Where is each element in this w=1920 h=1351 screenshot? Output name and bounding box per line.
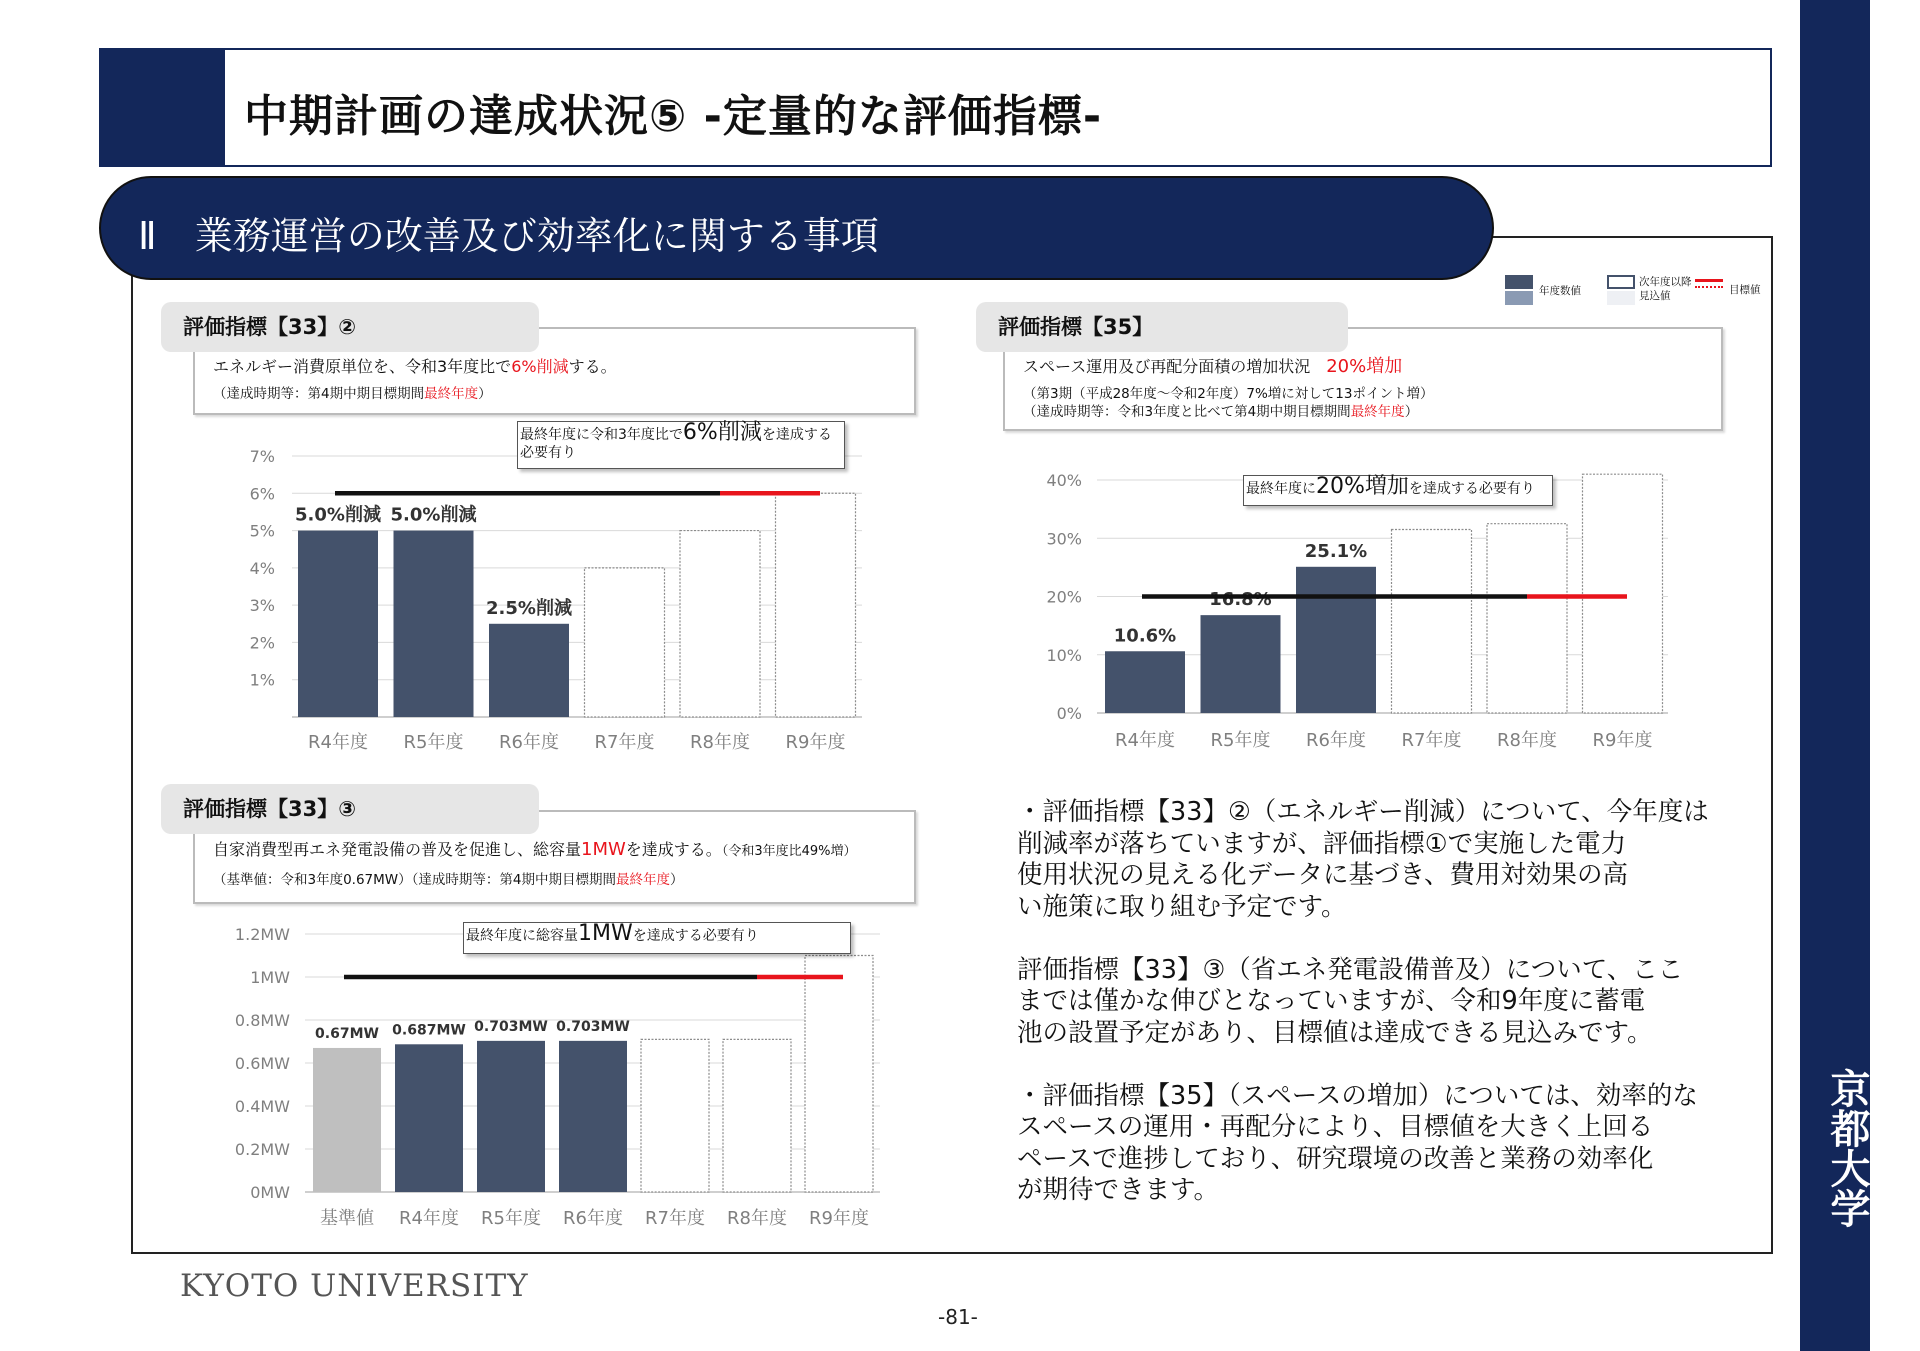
y-tick-label: 0.4MW	[234, 1097, 290, 1116]
side-logo: 京都大学	[1824, 1068, 1871, 1228]
callout-emphasis: 6%削減	[682, 420, 762, 445]
tab-indicator-33-3: 評価指標【33】③	[161, 784, 539, 834]
y-tick-label: 4%	[249, 558, 275, 578]
bar-R6年度	[1296, 567, 1376, 713]
page-number: -81-	[938, 1305, 978, 1329]
y-tick-label: 40%	[1046, 471, 1082, 490]
bar-R8年度	[1487, 524, 1567, 713]
bar-R7年度	[585, 568, 665, 717]
x-tick-label: R4年度	[399, 1208, 459, 1229]
bar-R9年度	[1583, 474, 1663, 713]
desc-text: 自家消費型再エネ発電設備の普及を促進し、総容量	[213, 840, 582, 859]
callout-emphasis: 1MW	[578, 921, 633, 946]
data-label: 16.8%	[1209, 589, 1272, 611]
desc-text: （令和3年度比49%増）	[721, 844, 857, 859]
y-tick-label: 7%	[249, 447, 275, 466]
callout-33-2	[517, 421, 845, 469]
desc-highlight: 最終年度	[1350, 404, 1405, 420]
y-tick-label: 0.8MW	[234, 1011, 290, 1030]
bar-R8年度	[680, 531, 760, 717]
callout-text: を達成する必要有り	[632, 928, 759, 944]
bar-R4年度	[1105, 651, 1185, 713]
desc-text: ）	[1404, 404, 1419, 420]
x-tick-label: R6年度	[499, 732, 559, 753]
y-tick-label: 1.2MW	[234, 925, 290, 944]
bar-R5年度	[1201, 615, 1281, 713]
commentary-text: ・評価指標【33】②（エネルギー削減）について、今年度は 削減率が落ちていますが、評価指標①で実施した電力 使用状況の見える化データに基づき、費用対効果の高 い施策に取り組む予定です。 評価指標【33】③（省エネ発電設備普及）について、ここ までは僅かな伸びとなっていますが、令和9年度に蓄電 池の設置予定があり、目標値は達成できる見込みです。 ・評価指標【35】（スペースの増加）については、効率的な スペースの運用・再配分により、目標値を大きく上回る ペースで進捗しており、研究環境の改善と業務の効率化 が期待できます。	[1017, 797, 1709, 1205]
bar-R5年度	[477, 1041, 545, 1192]
x-tick-label: R9年度	[809, 1208, 869, 1229]
y-tick-label: 3%	[249, 596, 275, 616]
callout-emphasis: 20%増加	[1316, 474, 1409, 499]
x-tick-label: R7年度	[645, 1208, 705, 1229]
desc-text: を達成する。	[625, 840, 722, 859]
bar-R6年度	[559, 1041, 627, 1192]
desc-text: （達成時期等：第4期中期目標期間	[213, 386, 425, 402]
bar-R5年度	[394, 531, 474, 717]
data-label: 10.6%	[1113, 625, 1177, 647]
legend-forecast-label-1: 次年度以降	[1639, 276, 1692, 288]
bar-R6年度	[489, 624, 569, 717]
desc-highlight: 6%削減	[511, 357, 569, 376]
y-tick-label: 1MW	[250, 968, 290, 987]
callout-text: 最終年度に総容量	[466, 928, 578, 944]
x-tick-label: 基準値	[320, 1208, 374, 1229]
y-tick-label: 2%	[249, 633, 275, 653]
desc-text: （達成時期等：令和3年度と比べて第4期中期目標期間	[1023, 404, 1351, 420]
x-tick-label: R6年度	[1306, 730, 1366, 751]
y-tick-label: 10%	[1046, 645, 1082, 665]
x-tick-label: R6年度	[563, 1208, 623, 1229]
desc-text: ）	[478, 386, 492, 402]
bar-R7年度	[1392, 530, 1472, 713]
data-label: 0.67MW	[315, 1025, 379, 1042]
bar-R9年度	[776, 493, 856, 717]
data-label: 0.703MW	[556, 1018, 630, 1035]
bar-基準値	[313, 1048, 381, 1192]
data-label: 25.1%	[1304, 540, 1368, 562]
x-tick-label: R9年度	[1592, 730, 1653, 751]
y-tick-label: 20%	[1046, 587, 1082, 607]
footer-logo: KYOTO UNIVERSITY	[180, 1268, 529, 1304]
section-title: Ⅱ 業務運営の改善及び効率化に関する事項	[138, 214, 879, 258]
x-tick-label: R7年度	[1401, 730, 1462, 751]
data-label: 0.703MW	[474, 1018, 548, 1035]
x-tick-label: R5年度	[403, 732, 464, 753]
x-tick-label: R5年度	[481, 1208, 541, 1229]
callout-text: 最終年度に	[1246, 481, 1316, 497]
x-tick-label: R4年度	[1115, 730, 1175, 751]
legend-actual-label: 年度数値	[1539, 285, 1581, 297]
bar-R9年度	[805, 956, 873, 1193]
y-tick-label: 0%	[1056, 704, 1082, 723]
y-tick-label: 1%	[249, 670, 275, 690]
x-tick-label: R8年度	[690, 732, 750, 753]
callout-33-3	[463, 922, 851, 954]
data-label: 0.687MW	[392, 1022, 466, 1039]
desc-text: ）	[669, 872, 684, 888]
legend-forecast-label-2: 見込値	[1639, 290, 1671, 302]
y-tick-label: 30%	[1046, 529, 1082, 549]
desc-text: （基準値：令和3年度0.67MW）（達成時期等：第4期中期目標期間	[213, 872, 616, 888]
desc-highlight: 20%増加	[1326, 356, 1403, 377]
desc-35-line2: （第3期（平成28年度～令和2年度）7%増に対して13ポイント増）	[1023, 386, 1434, 402]
x-tick-label: R7年度	[594, 732, 655, 753]
bar-R4年度	[395, 1044, 463, 1192]
data-label: 5.0%削減	[390, 504, 477, 526]
callout-text: を達成する必要有り	[1408, 481, 1535, 497]
desc-text: する。	[568, 357, 617, 376]
desc-highlight: 1MW	[581, 839, 626, 860]
legend-target-label: 目標値	[1729, 284, 1761, 296]
desc-highlight: 最終年度	[615, 872, 670, 888]
data-label: 5.0%削減	[295, 504, 381, 526]
x-tick-label: R9年度	[785, 732, 846, 753]
data-label: 2.5%削減	[486, 597, 572, 619]
y-tick-label: 6%	[249, 484, 275, 504]
bar-R7年度	[641, 1039, 709, 1192]
y-tick-label: 0.2MW	[234, 1140, 290, 1159]
y-tick-label: 5%	[249, 521, 275, 541]
callout-text: を達成する必要有り	[520, 427, 832, 461]
tab-indicator-35: 評価指標【35】	[976, 302, 1348, 352]
desc-highlight: 最終年度	[424, 386, 479, 402]
y-tick-label: 0.6MW	[234, 1054, 290, 1073]
x-tick-label: R4年度	[308, 732, 368, 753]
x-tick-label: R5年度	[1210, 730, 1271, 751]
bar-R8年度	[723, 1039, 791, 1192]
desc-text: スペース運用及び再配分面積の増加状況	[1023, 357, 1311, 376]
y-tick-label: 0MW	[250, 1183, 290, 1202]
x-tick-label: R8年度	[1497, 730, 1557, 751]
tab-indicator-33-2: 評価指標【33】②	[161, 302, 539, 352]
page-title: 中期計画の達成状況⑤ -定量的な評価指標-	[244, 91, 1103, 142]
x-tick-label: R8年度	[727, 1208, 787, 1229]
callout-35	[1243, 475, 1553, 506]
callout-text: 最終年度に令和3年度比で	[520, 427, 683, 443]
bar-R4年度	[298, 531, 378, 717]
desc-text: エネルギー消費原単位を、令和3年度比で	[213, 357, 512, 376]
